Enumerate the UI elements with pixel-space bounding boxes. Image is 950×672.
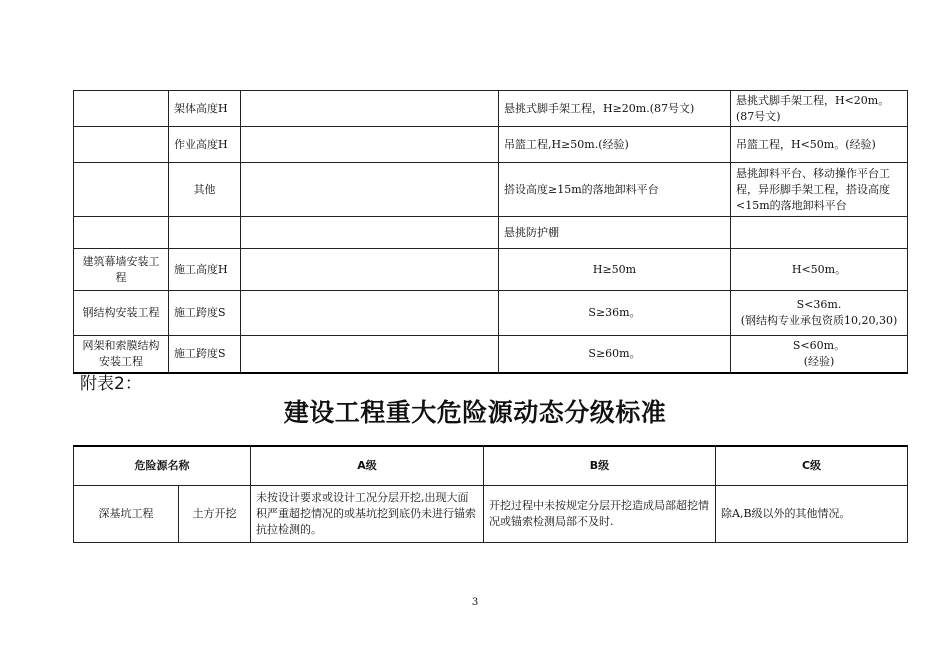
table-cell: 深基坑工程: [74, 486, 179, 543]
table-cell: 悬挑防护棚: [499, 217, 731, 249]
table-cell: 作业高度H: [169, 127, 241, 163]
table-cell: [241, 291, 499, 336]
column-header-c: C级: [716, 446, 908, 486]
table-row: [74, 127, 908, 163]
table-cell: 悬挑式脚手架工程，H<20m。(87号文): [731, 91, 908, 127]
table-cell: [74, 217, 169, 249]
table-cell: S≥60m。: [499, 336, 731, 373]
page-number: 3: [471, 597, 479, 608]
page-title: 建设工程重大危险源动态分级标准: [283, 398, 667, 427]
table-cell: 土方开挖: [179, 486, 251, 543]
table-cell: H≥50m: [499, 249, 731, 291]
hazard-threshold-table: [73, 90, 908, 374]
appendix-label: 附表2：: [80, 374, 142, 394]
table-cell: 建筑幕墙安装工程: [74, 249, 169, 291]
table-cell: 悬挑卸料平台、移动操作平台工程，异形脚手架工程，搭设高度<15m的落地卸料平台: [731, 163, 908, 217]
table-row: [74, 336, 908, 373]
table-cell: [74, 127, 169, 163]
hazard-grading-table: [73, 445, 908, 543]
column-header-b: B级: [484, 446, 716, 486]
table-cell: 未按设计要求或设计工况分层开挖,出现大面积严重超挖情况的或基坑挖到底仍未进行锚索抗拉检测的。: [251, 486, 484, 543]
table-cell: [241, 163, 499, 217]
table-cell: 吊篮工程,H≥50m.(经验): [499, 127, 731, 163]
table-cell: 其他: [169, 163, 241, 217]
table-row: [74, 91, 908, 127]
table-cell: [169, 217, 241, 249]
table-cell: 开挖过程中未按规定分层开挖造成局部超挖情况或锚索检测局部不及时.: [484, 486, 716, 543]
table-row: [74, 217, 908, 249]
table-cell: 悬挑式脚手架工程，H≥20m.(87号文): [499, 91, 731, 127]
table-row: [74, 486, 908, 543]
table-cell: S<36m. (钢结构专业承包资质10,20,30): [731, 291, 908, 336]
table-cell: S<60m。 (经验): [731, 336, 908, 373]
table-row: [74, 163, 908, 217]
table-cell: [731, 217, 908, 249]
table-cell: 吊篮工程，H<50m。(经验): [731, 127, 908, 163]
table-cell: 搭设高度≥15m的落地卸料平台: [499, 163, 731, 217]
table-cell: [241, 217, 499, 249]
table-header-row: [74, 446, 908, 486]
table-cell: 施工高度H: [169, 249, 241, 291]
table-cell: [241, 249, 499, 291]
table-cell: 架体高度H: [169, 91, 241, 127]
table-cell: [241, 127, 499, 163]
table-cell: [241, 91, 499, 127]
column-header-name: 危险源名称: [74, 446, 251, 486]
table-cell: [241, 336, 499, 373]
column-header-a: A级: [251, 446, 484, 486]
table-cell: [74, 163, 169, 217]
table-row: [74, 291, 908, 336]
table-cell: 施工跨度S: [169, 336, 241, 373]
table-cell: 施工跨度S: [169, 291, 241, 336]
table-cell: H<50m。: [731, 249, 908, 291]
table-row: [74, 249, 908, 291]
table-cell: S≥36m。: [499, 291, 731, 336]
table-cell: 网架和索膜结构安装工程: [74, 336, 169, 373]
table-cell: 钢结构安装工程: [74, 291, 169, 336]
table-cell: 除A,B级以外的其他情况。: [716, 486, 908, 543]
table-cell: [74, 91, 169, 127]
